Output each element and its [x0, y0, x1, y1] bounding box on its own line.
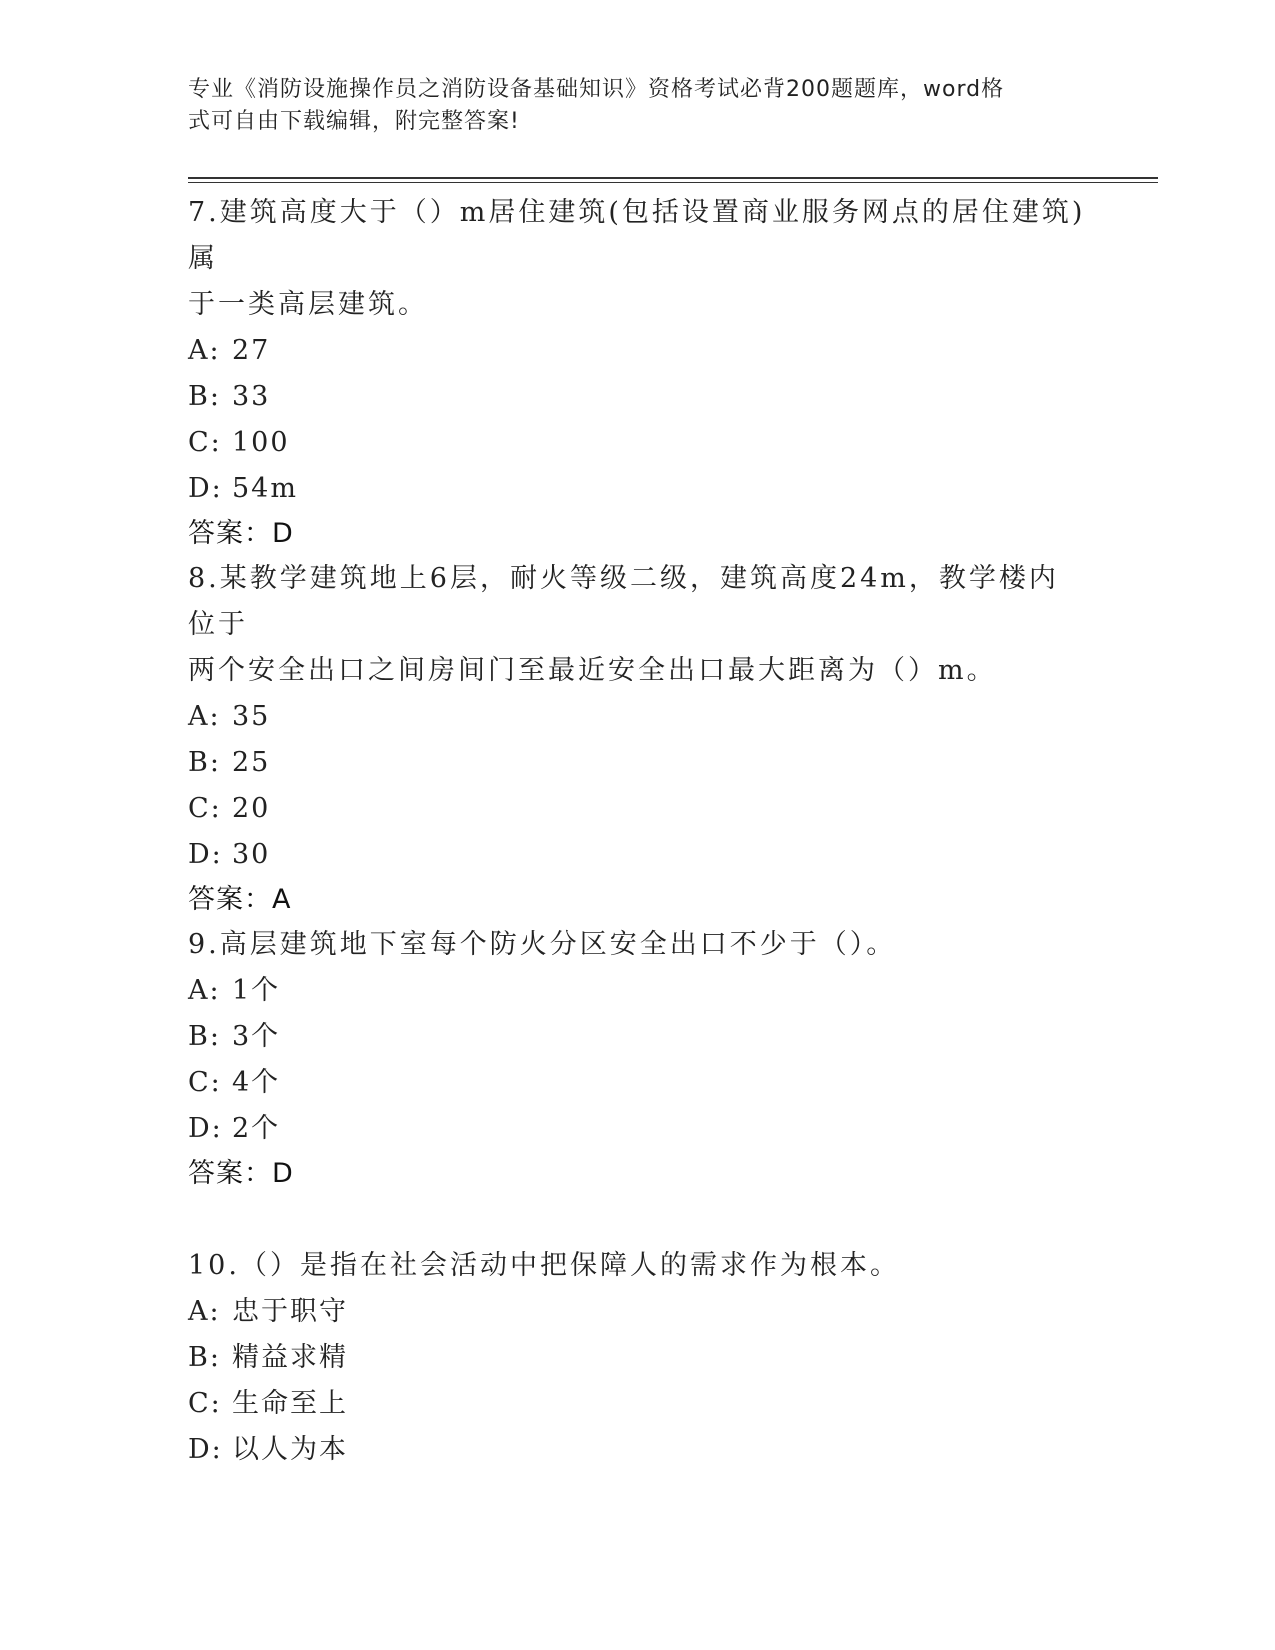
option-text: 3个	[232, 1021, 281, 1052]
option-letter: D:	[188, 473, 223, 504]
option-text: 100	[232, 427, 290, 458]
option-c	[188, 1381, 1088, 1427]
option-letter: B:	[188, 747, 221, 778]
option-c	[188, 1060, 1088, 1106]
option-letter: D:	[188, 839, 223, 870]
document-header	[188, 74, 1068, 138]
option-text: 以人为本	[232, 1434, 348, 1465]
option-d	[188, 1106, 1088, 1152]
question-stem-line-2: 于一类高层建筑。	[188, 289, 428, 320]
option-a	[188, 328, 1088, 374]
question-stem-line-1: 8.某教学建筑地上6层，耐火等级二级，建筑高度24m，教学楼内位于	[188, 563, 1059, 640]
option-text: 忠于职守	[232, 1296, 348, 1327]
option-letter: A:	[188, 975, 221, 1006]
question-stem-line-1: 7.建筑高度大于（）m居住建筑(包括设置商业服务网点的居住建筑)属	[188, 197, 1086, 274]
header-divider-top	[188, 177, 1158, 179]
question-stem-line-1: 10.（）是指在社会活动中把保障人的需求作为根本。	[188, 1250, 900, 1281]
question-7	[188, 190, 1088, 556]
option-letter: C:	[188, 1388, 222, 1419]
answer-line: 答案：A	[188, 884, 292, 915]
option-letter: D:	[188, 1434, 223, 1465]
question-10	[188, 1243, 1088, 1473]
option-b	[188, 1335, 1088, 1381]
answer-line: 答案：D	[188, 1158, 294, 1189]
option-letter: D:	[188, 1113, 223, 1144]
option-letter: B:	[188, 1021, 221, 1052]
option-text: 35	[232, 701, 271, 732]
option-letter: B:	[188, 381, 221, 412]
option-text: 生命至上	[232, 1388, 348, 1419]
question-stem-line-1: 9.高层建筑地下室每个防火分区安全出口不少于（）。	[188, 929, 897, 960]
option-text: 4个	[232, 1067, 281, 1098]
option-letter: A:	[188, 1296, 221, 1327]
option-letter: A:	[188, 335, 221, 366]
option-text: 2个	[232, 1113, 281, 1144]
option-text: 54m	[232, 473, 298, 504]
option-text: 33	[232, 381, 271, 412]
option-a	[188, 968, 1088, 1014]
question-8	[188, 556, 1088, 922]
option-c	[188, 786, 1088, 832]
option-text: 30	[232, 839, 271, 870]
option-letter: A:	[188, 701, 221, 732]
option-b	[188, 740, 1088, 786]
option-d	[188, 832, 1088, 878]
question-9	[188, 922, 1088, 1196]
option-letter: B:	[188, 1342, 221, 1373]
option-a	[188, 1289, 1088, 1335]
option-letter: C:	[188, 1067, 222, 1098]
option-text: 25	[232, 747, 271, 778]
option-letter: C:	[188, 793, 222, 824]
option-text: 27	[232, 335, 271, 366]
option-d	[188, 1427, 1088, 1473]
question-stem-line-2: 两个安全出口之间房间门至最近安全出口最大距离为（）m。	[188, 655, 997, 686]
option-d	[188, 466, 1088, 512]
option-b	[188, 1014, 1088, 1060]
header-divider-bottom	[188, 182, 1158, 183]
header-line-2: 式可自由下载编辑，附完整答案!	[188, 109, 520, 134]
option-a	[188, 694, 1088, 740]
header-line-1: 专业《消防设施操作员之消防设备基础知识》资格考试必背200题题库，word格	[188, 77, 1005, 102]
option-text: 精益求精	[232, 1342, 348, 1373]
option-text: 1个	[232, 975, 281, 1006]
option-letter: C:	[188, 427, 222, 458]
answer-line: 答案：D	[188, 518, 294, 549]
option-c	[188, 420, 1088, 466]
option-b	[188, 374, 1088, 420]
option-text: 20	[232, 793, 271, 824]
